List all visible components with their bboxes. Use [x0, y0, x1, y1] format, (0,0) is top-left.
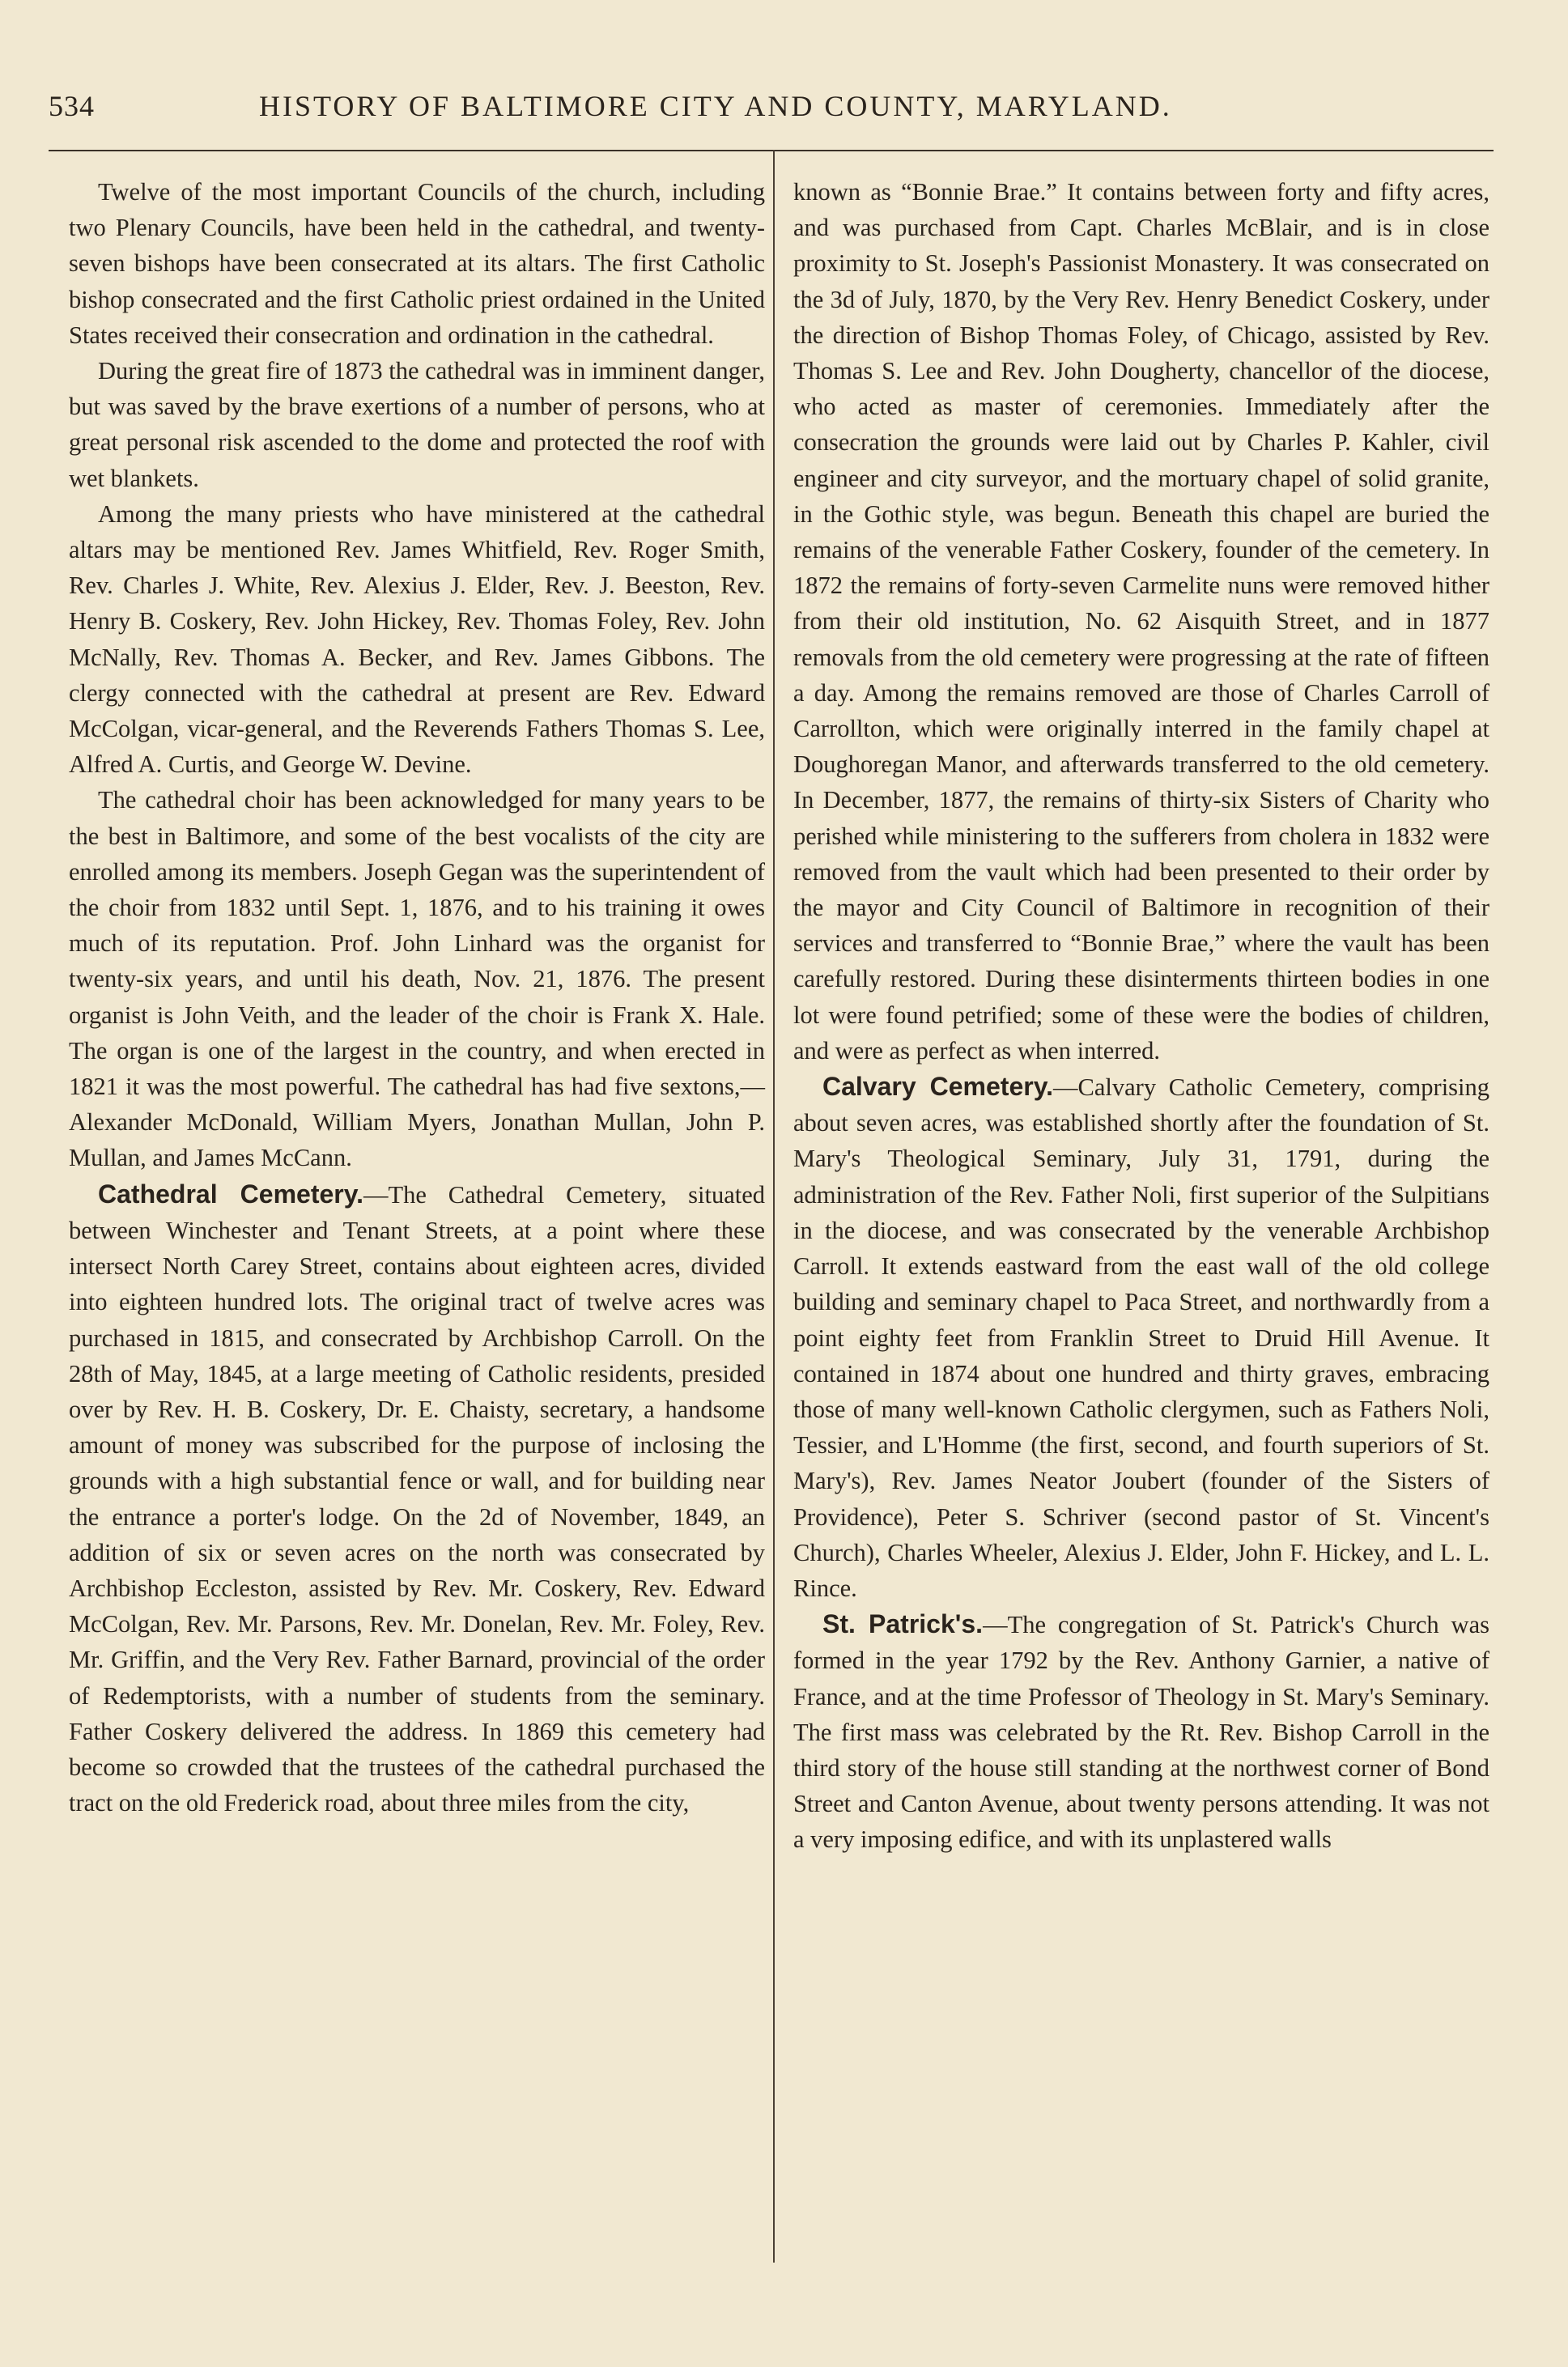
- paragraph: Twelve of the most important Councils of the church, including two Plenary Councils, have been held in the cathedral, and twenty-seven bishops have been consecrated at its altars. The first Catholic bishop consecrated and the first Catholic priest ordained in the United States received their consecration and ordination in the cathedral.: [69, 178, 765, 349]
- section-paragraph: [793, 1069, 1489, 1606]
- section-heading: Cathedral Cemetery.: [98, 1179, 364, 1209]
- paragraph: Among the many priests who have ministered at the cathedral altars may be mentioned Rev. James Whitfield, Rev. Roger Smith, Rev. Charles J. White, Rev. Alexius J. Elder, Rev. J. Beeston, Rev. Henry B. Coskery, Rev. John Hickey, Rev. Thomas Foley, Rev. John McNally, Rev. Thomas A. Becker, and Rev. James Gibbons. The clergy connected with the cathedral at present are Rev. Edward McColgan, vicar-general, and the Reverends Fathers Thomas S. Lee, Alfred A. Curtis, and George W. Devine.: [69, 499, 765, 779]
- column-divider: [773, 150, 775, 2263]
- section-paragraph: [69, 1176, 765, 1821]
- section-text: —Calvary Catholic Cemetery, comprising about seven acres, was established shortly after the foundation of St. Mary's Theological Seminary, July 31, 1791, during the administration of the Rev. Father Noli, first superior of the Sulpitians in the diocese, and was consecrated by the venerable Archbishop Carroll. It extends eastward from the east wall of the old college building and seminary chapel to Paca Street, and northwardly from a point eighty feet from Franklin Street to Druid Hill Avenue. It contained in 1874 about one hundred and thirty graves, embracing those of many well-known Catholic clergymen, such as Fathers Noli, Tessier, and L'Homme (the first, second, and fourth superiors of St. Mary's), Rev. James Neator Joubert (founder of the Sisters of Providence), Peter S. Schriver (second pastor of St. Vincent's Church), Charles Wheeler, Alexius J. Elder, John F. Hickey, and L. L. Rince.: [793, 1073, 1490, 1602]
- section-heading: Calvary Cemetery.: [822, 1072, 1054, 1102]
- left-column: [69, 174, 765, 1821]
- section-text: —The congregation of St. Patrick's Church was formed in the year 1792 by the Rev. Anthony Garnier, a native of France, and at the time Professor of Theology in St. Mary's Seminary. The first mass was celebrated by the Rt. Rev. Bishop Carroll in the third story of the house still standing at the northwest corner of Bond Street and Canton Avenue, about twenty persons attending. It was not a very imposing edifice, and with its unplastered walls: [793, 1611, 1489, 1854]
- paragraph: The cathedral choir has been acknowledged for many years to be the best in Baltimore, and some of the best vocalists of the city are enrolled among its members. Joseph Gegan was the superintendent of the choir from 1832 until Sept. 1, 1876, and to his training it owes much of its reputation. Prof. John Linhard was the organist for twenty-six years, and until his death, Nov. 21, 1876. The present organist is John Veith, and the leader of the choir is Frank X. Hale. The organ is one of the largest in the country, and when erected in 1821 it was the most powerful. The cathedral has had five sextons,—Alexander McDonald, William Myers, Jonathan Mullan, John P. Mullan, and James McCann.: [69, 786, 765, 1172]
- running-head: HISTORY OF BALTIMORE CITY AND COUNTY, MARYLAND.: [259, 90, 1172, 122]
- page-header: [49, 89, 1299, 138]
- paragraph: During the great fire of 1873 the cathedral was in imminent danger, but was saved by the brave exertions of a number of persons, who at great personal risk ascended to the dome and protected the roof with wet blankets.: [69, 357, 765, 492]
- page-number: 534: [49, 90, 95, 122]
- header-rule: [49, 150, 1494, 151]
- section-paragraph: [793, 1606, 1489, 1857]
- paragraph: known as “Bonnie Brae.” It contains between forty and fifty acres, and was purchased from Capt. Charles McBlair, and is in close proximity to St. Joseph's Passionist Monastery. It was consecrated on the 3d of July, 1870, by the Very Rev. Henry Benedict Coskery, under the direction of Bishop Thomas Foley, of Chicago, assisted by Rev. Thomas S. Lee and Rev. John Dougherty, chancellor of the diocese, who acted as master of ceremonies. Immediately after the consecration the grounds were laid out by Charles P. Kahler, civil engineer and city surveyor, and the mortuary chapel of solid granite, in the Gothic style, was begun. Beneath this chapel are buried the remains of the venerable Father Coskery, founder of the cemetery. In 1872 the remains of forty-seven Carmelite nuns were removed hither from their old institution, No. 62 Aisquith Street, and in 1877 removals from the old cemetery were progressing at the rate of fifteen a day. Among the remains removed are those of Charles Carroll of Carrollton, which were originally interred in the family chapel at Doughoregan Manor, and afterwards transferred to the old cemetery. In December, 1877, the remains of thirty-six Sisters of Charity who perished while ministering to the sufferers from cholera in 1832 were removed from the vault which had been presented to their order by the mayor and City Council of Baltimore in recognition of their services and transferred to “Bonnie Brae,” where the vault has been carefully restored. During these disinterments thirteen bodies in one lot were found petrified; some of these were the bodies of children, and were as perfect as when interred.: [793, 178, 1489, 1065]
- section-text: —The Cathedral Cemetery, situated between Winchester and Tenant Streets, at a point where these intersect North Carey Street, contains about eighteen acres, divided into eighteen hundred lots. The original tract of twelve acres was purchased in 1815, and consecrated by Archbishop Carroll. On the 28th of May, 1845, at a large meeting of Catholic residents, presided over by Rev. H. B. Coskery, Dr. E. Chaisty, secretary, a handsome amount of money was subscribed for the purpose of inclosing the grounds with a high substantial fence or wall, and for building near the entrance a porter's lodge. On the 2d of November, 1849, an addition of six or seven acres on the north was consecrated by Archbishop Eccleston, assisted by Rev. Mr. Coskery, Rev. Edward McColgan, Rev. Mr. Parsons, Rev. Mr. Donelan, Rev. Mr. Foley, Rev. Mr. Griffin, and the Very Rev. Father Barnard, provincial of the order of Redemptorists, with a number of students from the seminary. Father Coskery delivered the address. In 1869 this cemetery had become so crowded that the trustees of the cathedral purchased the tract on the old Frederick road, about three miles from the city,: [69, 1180, 765, 1817]
- section-heading: St. Patrick's.: [822, 1609, 984, 1639]
- right-column: [793, 174, 1489, 1858]
